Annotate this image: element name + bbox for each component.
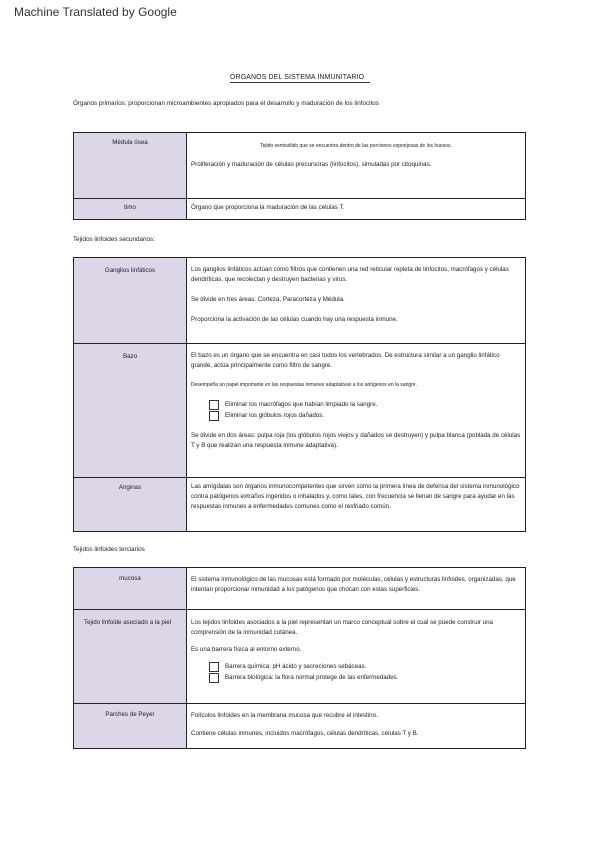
table-row (74, 704, 526, 749)
tissue-desc-cell (187, 568, 526, 610)
tissue-desc-cell (187, 610, 526, 704)
primary-organs-table (73, 132, 526, 220)
tissue-label-cell (74, 258, 187, 344)
checklist-item (209, 662, 521, 672)
tissue-desc: Contiene células inmunes, incluidos macrófagos, células dendríticas, células T y B. (191, 730, 419, 737)
checklist-item (209, 400, 521, 410)
checklist-item-label: Eliminar los macrófagos que habían limpiado la sangre. (225, 401, 378, 408)
secondary-section-label: Tejidos linfoides secundarios: (73, 236, 155, 243)
organ-label: Médula ósea (112, 139, 148, 146)
checklist-item-label: Barrera química: pH ácido y secreciones sebáceas. (225, 663, 367, 670)
checkbox[interactable] (209, 411, 219, 421)
checkbox[interactable] (209, 673, 219, 683)
secondary-tissues-table (73, 257, 526, 532)
tissue-desc-cell (187, 344, 526, 478)
tissue-desc: Es una barrera física al entorno externo. (191, 646, 302, 653)
tissue-label: Anginas (118, 484, 142, 491)
table-row (74, 199, 526, 220)
checklist-item (209, 411, 521, 421)
tissue-desc: Los tejidos linfoides asociados a la piel representan un marco conceptual sobre el cual se puede construir una comprensión de la inmunidad cutánea. (191, 619, 493, 636)
organ-note: Tejido semisólido que se encuentra dentro de las porciones esponjosas de los huesos. (260, 143, 452, 149)
tissue-desc-cell (187, 478, 526, 532)
tertiary-section-label: Tejidos linfoides terciarios (73, 546, 145, 553)
tissue-label: Parches de Peyer (105, 711, 155, 718)
tissue-label: mucosa (119, 575, 141, 582)
tissue-label-cell (74, 478, 187, 532)
tissue-desc-cell (187, 704, 526, 749)
tissue-desc: Se divide en dos áreas: pulpa roja (los glóbulos rojos viejos y dañados se destruyen) y pulpa blanca (poblada de células T y B que realizan una respuesta inmune adaptativa). (191, 432, 521, 449)
machine-translation-banner: Machine Translated by Google (14, 5, 177, 19)
tissue-label: Tejido linfoide asociado a la piel (84, 619, 172, 626)
table-row (74, 344, 526, 478)
tissue-note: Desempeña un papel importante en las respuestas inmunes adaptativas a los antígenos en la sangre. (191, 382, 417, 388)
tissue-label-cell (74, 344, 187, 478)
table-row (74, 610, 526, 704)
document-title: ÓRGANOS DEL SISTEMA INMUNITARIO (230, 74, 370, 83)
tissue-label-cell (74, 610, 187, 704)
organ-desc: Órgano que proporciona la maduración de las células T. (191, 204, 345, 211)
tissue-desc: Las amígdalas son órganos inmunocompetentes que sirven como la primera línea de defensa del sistema inmunológico contra patógenos extraños ingeridos o inhalados y, como tales, con frecuencia se llenan de sangre para ayudar en las respuestas inmunes a enfermedades comunes como el resfriado común. (191, 483, 520, 510)
organ-label-cell (74, 199, 187, 220)
checklist-item-label: Barrera biológica: la flora normal protege de las enfermedades. (225, 674, 399, 681)
table-row (74, 133, 526, 199)
checkbox[interactable] (209, 662, 219, 672)
organ-desc-cell (187, 133, 526, 199)
organ-desc: Proliferación y maduración de células precursoras (linfocitos), simuladas por citoquinas. (191, 161, 432, 168)
tissue-desc: El bazo es un órgano que se encuentra en casi todos los vertebrados. De estructura similar a un ganglio linfático grande, actúa principalmente como filtro de sangre. (191, 352, 500, 369)
tissue-desc: Se divide en tres áreas: Corteza, Paracorteza y Médula. (191, 296, 345, 303)
tissue-desc: Los ganglios linfáticos actúan como filtros que contienen una red reticular repleta de linfocitos, macrófagos y células dendríticas, que recolectan y destruyen bacterias y virus. (191, 266, 509, 283)
intro-text: Órganos primarios: proporcionan microambientes apropiados para el desarrollo y maduración de los linfocitos (73, 100, 379, 107)
checkbox[interactable] (209, 400, 219, 410)
checklist-item-label: Eliminar los glóbulos rojos dañados. (225, 412, 325, 419)
organ-label-cell (74, 133, 187, 199)
tissue-label-cell (74, 704, 187, 749)
organ-desc-cell (187, 199, 526, 220)
organ-label: timo (124, 204, 136, 211)
tissue-desc-cell (187, 258, 526, 344)
tertiary-tissues-table (73, 567, 526, 749)
table-row (74, 568, 526, 610)
tissue-label: Ganglios linfáticos (104, 267, 156, 274)
tissue-desc: El sistema inmunológico de las mucosas está formado por moléculas, células y estructuras linfoides, organizadas, que intentan proporcionar inmunidad a los patógenos que chocan con estas superficies. (191, 576, 516, 593)
tissue-desc: Proporciona la activación de las células cuando hay una respuesta inmune. (191, 316, 398, 323)
tissue-label-cell (74, 568, 187, 610)
table-row (74, 258, 526, 344)
tissue-label: Bazo (122, 353, 138, 360)
tissue-desc: Folículos linfoides en la membrana mucosa que recubre el intestino. (191, 712, 378, 719)
table-row (74, 478, 526, 532)
checklist-item (209, 673, 521, 683)
